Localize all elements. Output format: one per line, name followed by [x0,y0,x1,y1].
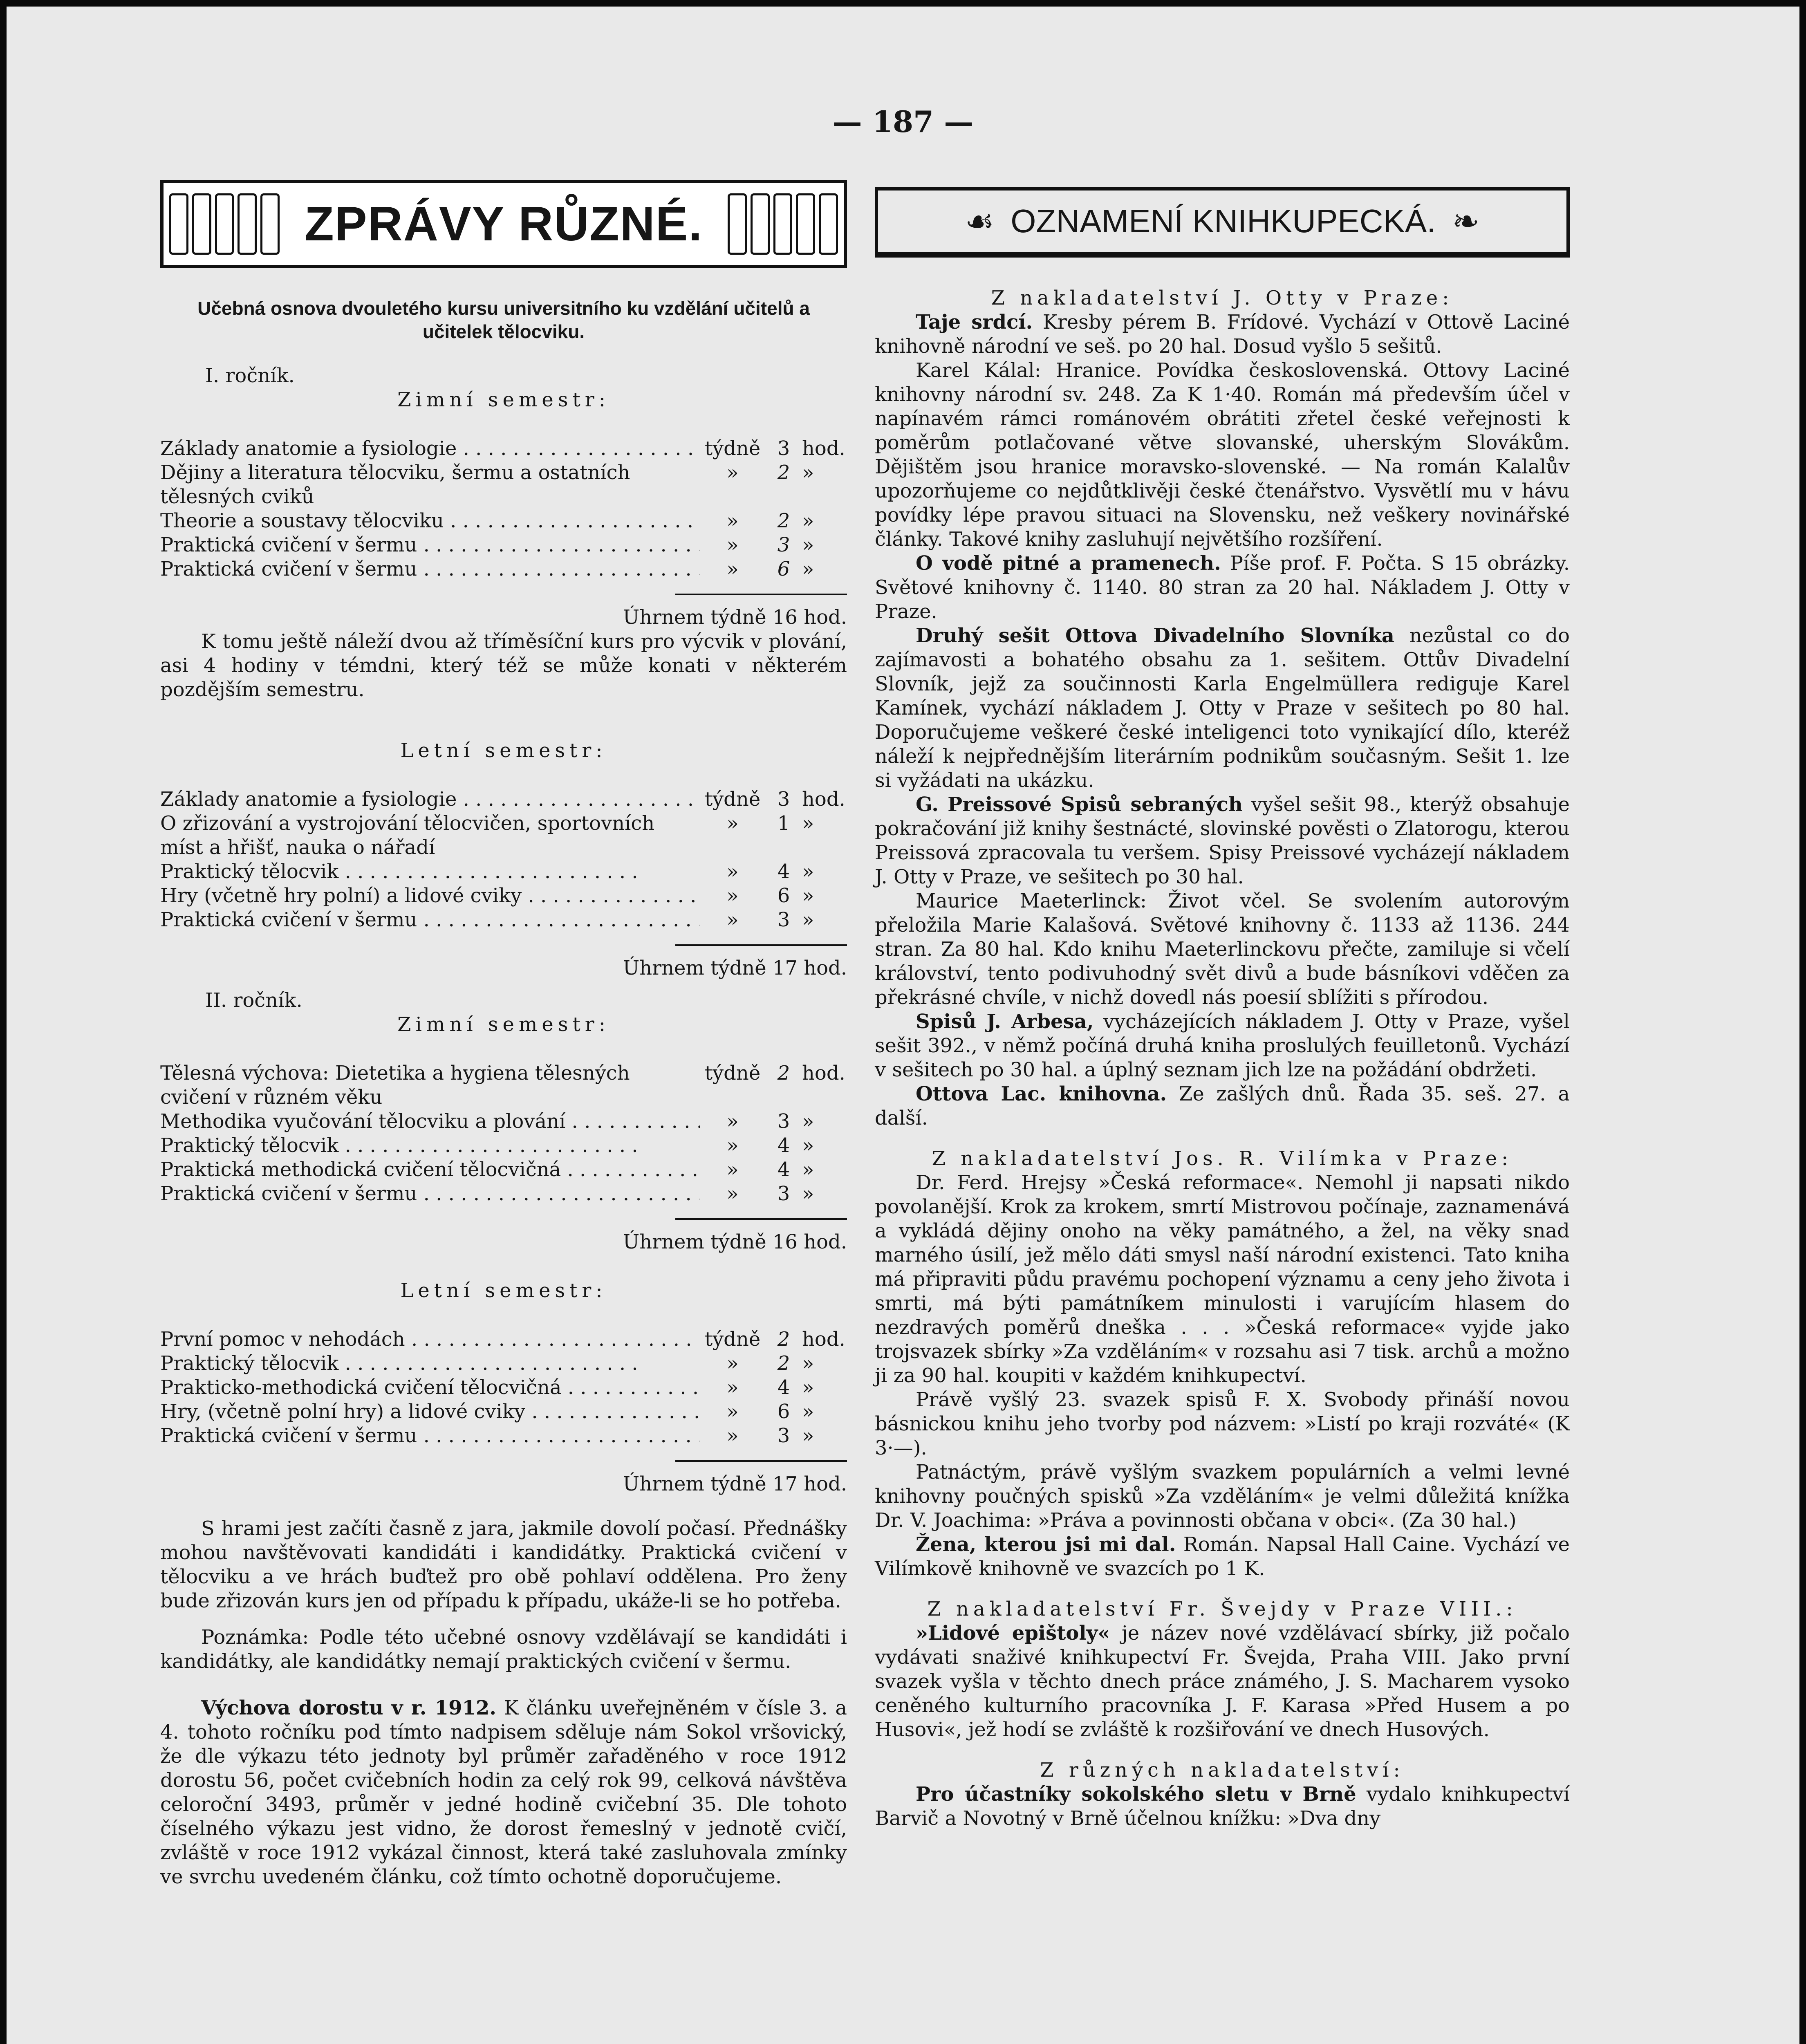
schedule-row: Praktický tělocvik . . . » 4 » [160,1134,847,1158]
flourish-left-icon: ☙ [965,202,995,240]
page-number: — 187 — [832,104,974,139]
dorost-title: Výchova dorostu v r. 1912. [201,1697,496,1719]
flourish-right-icon: ❧ [1452,202,1480,240]
list-item: Spisů J. Arbesa, vycházejících nákladem J. Otty v Praze, vyšel sešit 392., v němž počíná druhá kniha proslulých feuilletonů. Vychází v sešitech po 30 hal. a úplný seznam jich lze na požádání obdržeti. [875,1010,1570,1081]
svejda-heading: Z nakladatelství Fr. Švejdy v Praze VIII.: [927,1598,1517,1620]
right-column [875,180,1570,1831]
schedule-row: Praktická cvičení v šermu . . . » 3 » [160,908,847,932]
otta-heading: Z nakladatelství J. Otty v Praze: [991,287,1454,309]
schedule-row: Hry, (včetně polní hry) a lidové cviky . . . » 6 » [160,1400,847,1424]
schedule-row: Základy anatomie a fysiologie . . . týdně 3 hod. [160,437,847,461]
dorost-paragraph [160,1696,847,1889]
schedule-row: Praktická cvičení v šermu . . . » 3 » [160,1424,847,1448]
schedule-row: Praktický tělocvik . . . » 4 » [160,860,847,884]
list-item: Dr. Ferd. Hrejsy »Česká reformace«. Nemohl ji napsati nikdo povolanější. Krok za krokem, smrtí Mistrovou počínaje, zaznamenává a vykládá dějiny onoho na věky památného, a žel, na věky snad marného úsilí, jež mělo dáti smysl naší národní existenci. Tato kniha má připraviti půdu pravému pochopení významu a ceny jeho života i smrti, má býti památníkem minulosti i varujícím hlasem do nezdravých poměrů dneška . . . »Česká reformace« vyjde jako trojsvazek sbírky »Za vzděláním« v rozsahu asi 7 tisk. archů a možno ji za 90 hal. koupiti v každém knihkupectví. [875,1171,1570,1387]
schedule-row: Dějiny a literatura tělocviku, šermu a ostatních tělesných cviků » 2 » [160,461,814,508]
year1-label: I. ročník. [205,364,295,387]
section-title: OZNAMENÍ KNIHKUPECKÁ. [1011,203,1436,239]
year2-winter-label: Zimní semestr: [397,1013,610,1036]
list-item: Karel Kálal: Hranice. Povídka československá. Ottovy Laciné knihovny národní sv. 248. Za K 1·40. Román má především účel v napínavém rámci románovém obrátiti zřetel české veřejnosti k poměrům potlačované větve slovanské, uherským Slovákům. Dějištěm jsou hranice moravsko-slovenské. — Na román Kalalův upozorňujeme co nejdůtklivěji české čtenářstvo. Vysvětlí mu v hávu povídky lépe pravou situaci na Slovensku, než veškery novinářské články. Takové knihy zasluhují největšího rozšíření. [875,359,1570,551]
list-item: Žena, kterou jsi mi dal. Román. Napsal Hall Caine. Vychází ve Vilímkově knihovně ve svazcích po 1 K. [875,1533,1570,1580]
year1-winter-total: Úhrnem týdně 16 hod. [623,606,847,629]
schedule-row: První pomoc v nehodách . . . týdně 2 hod. [160,1327,847,1351]
year1-summer-label: Letní semestr: [400,739,607,762]
schedule-row: O zřizování a vystrojování tělocvičen, sportovních míst a hřišť, nauka o nářadí » 1 » [160,812,814,859]
year2-winter-table [160,1061,847,1206]
year1-winter-label: Zimní semestr: [397,388,610,411]
list-item: Maurice Maeterlinck: Život včel. Se svolením autorovým přeložila Marie Kalašová. Světové knihovny č. 1133 až 1136. 244 stran. Za 80 hal. Kdo knihu Maeterlinckovu přečte, zamiluje si včelí království, tento podivuhodný svět divů a bude básníkovi vděčen za překrásné chvíle, v nichž dovedl nás poesií sblížiti s přírodou. [875,890,1570,1009]
section-header-zpravy [160,180,847,268]
year1-winter-table [160,437,847,581]
year2-block [160,988,847,1496]
section-header-oznameni [875,187,1570,258]
vilimek-list [875,1171,1570,1581]
schedule-row: Praktická cvičení v šermu . . . » 3 » [160,533,847,557]
schedule-row: Tělesná výchova: Dietetika a hygiena tělesných cvičení v různém věku týdně 2 hod. [160,1062,845,1109]
various-list [875,1782,1570,1831]
games-paragraph: S hrami jest začíti časně z jara, jakmile dovolí počasí. Přednášky mohou navštěvovati kandidáti i kandidátky. Praktická cvičení v tělocviku a ve hrách buďtež pro obě pohlaví oddělena. Pro ženy bude zřizován kurs jen od případu k případu, ukáže-li se ho potřeba. [160,1517,847,1612]
ornament-grid-right-icon [728,193,838,255]
schedule-row: Praktická methodická cvičení tělocvičná . . . » 4 » [160,1158,847,1182]
list-item: »Lidové epištoly« je název nové vzdělávací sbírky, již počalo vydávati snaživé knihkupectví Fr. Švejda, Praha VIII. Jako první svazek vyšla v těchto dnech práce známého, J. S. Macharem vysoko ceněného kulturního pracovníka J. F. Karasa »Před Husem a po Husovi«, jež hodí se zvláště k rozšiřování ve dnech Husových. [875,1622,1570,1741]
various-heading: Z různých nakladatelství: [1040,1759,1405,1782]
list-item: Ottova Lac. knihovna. Ze zašlých dnů. Řada 35. seš. 27. a další. [875,1083,1570,1130]
schedule-row: Základy anatomie a fysiologie . . . týdně 3 hod. [160,787,847,811]
note-paragraph: Poznámka: Podle této učebné osnovy vzdělávají se kandidáti i kandidátky, ale kandidátky nemají praktických cvičení v šermu. [160,1626,847,1673]
year1-summer-total: Úhrnem týdně 17 hod. [623,957,847,979]
section-title: ZPRÁVY RŮZNÉ. [304,197,703,251]
schedule-row: Hry (včetně hry polní) a lidové cviky . . . » 6 » [160,884,847,908]
dorost-text: K článku uveřejněném v čísle 3. a 4. tohoto ročníku pod tímto nadpisem sděluje nám Sokol vršovický, že dle výkazu této jednoty byl průměr zařaděného v roce 1912 dorostu 56, počet cvičebních hodin za celý rok 99, celková návštěva celoroční 3493, průměr v jedné hodině cvičební 35. Dle tohoto číselného výkazu jest vidno, že dorost řemeslný v jednotě cvičí, zvláště v roce 1912 vykázal činnost, která také zasluhovala zmínky ve svrchu uvedeném článku, což tímto ochotně doporučujeme. [160,1697,847,1888]
list-item: Taje srdcí. Kresby pérem B. Frídové. Vychází v Ottově Laciné knihovně národní ve seš. po 20 hal. Dosud vyšlo 5 sešitů. [875,311,1570,358]
list-item: Právě vyšlý 23. svazek spisů F. X. Svobody přináší novou básnickou knihu jeho tvorby pod názvem: »Listí po kraji rozváté« (K 3·—). [875,1388,1570,1459]
list-item: O vodě pitné a pramenech. Píše prof. F. Počta. S 15 obrázky. Světové knihovny č. 1140. 80 stran za 20 hal. Nákladem J. Otty v Praze. [875,552,1570,623]
year2-summer-table [160,1327,847,1448]
schedule-row: Methodika vyučování tělocviku a plování . . . » 3 » [160,1109,847,1134]
list-item: Pro účastníky sokolského sletu v Brně vydalo knihkupectví Barvič a Novotný v Brně účelnou knížku: »Dva dny [875,1783,1570,1830]
list-item: Druhý sešit Ottova Divadelního Slovníka nezůstal co do zajímavosti a bohatého obsahu za 1. sešitem. Ottův Divadelní Slovník, jejž za součinnosti Karla Engelmüllera rediguje Karel Kamínek, vychází nákladem J. Otty v Praze v sešitech po 80 hal. Doporučujeme veškeré české inteligenci toto vynikající dílo, kteréž náleží k nejpřednějším literárním podnikům současným. Sešit 1. lze si vyžádati na ukázku. [875,624,1570,792]
vilimek-heading: Z nakladatelství Jos. R. Vilímka v Praze: [932,1147,1513,1170]
otta-list [875,310,1570,1130]
year2-summer-total: Úhrnem týdně 17 hod. [623,1472,847,1495]
schedule-row: Praktická cvičení v šermu . . . » 3 » [160,1182,847,1206]
year1-block [160,364,847,980]
syllabus-title: Učebná osnova dvouletého kursu universitního ku vzdělání učitelů a učitelek tělocviku. [197,298,810,342]
ornament-grid-left-icon [169,193,280,255]
left-column [160,180,847,1889]
schedule-row: Theorie a soustavy tělocviku . . . » 2 » [160,509,847,533]
year2-summer-label: Letní semestr: [400,1279,607,1302]
year2-label: II. ročník. [205,989,302,1012]
list-item: G. Preissové Spisů sebraných vyšel sešit 98., kterýž obsahuje pokračování již knihy šestnácté, slovinské pověsti o Zlatorogu, kterou Preissová zpracovala tu veršem. Spisy Preissové vycházejí nákladem J. Otty v Praze, ve sešitech po 30 hal. [875,793,1570,888]
plovani-note: K tomu ještě náleží dvou až tříměsíční kurs pro výcvik v plování, asi 4 hodiny v témdni, který též se může konati v některém pozdějším semestru. [160,630,847,701]
list-item: Patnáctým, právě vyšlým svazkem populárních a velmi levné knihovny poučných spisků »Za vzděláním« je velmi důležitá knížka Dr. V. Joachima: »Práva a povinnosti občana v obci«. (Za 30 hal.) [875,1461,1570,1532]
schedule-row: Praktická cvičení v šermu . . . » 6 » [160,557,847,581]
svejda-list [875,1621,1570,1742]
schedule-row: Prakticko-methodická cvičení tělocvičná . . . » 4 » [160,1376,847,1400]
year2-winter-total: Úhrnem týdně 16 hod. [623,1230,847,1253]
year1-summer-table [160,787,847,932]
schedule-row: Praktický tělocvik . . . » 2 » [160,1351,847,1376]
